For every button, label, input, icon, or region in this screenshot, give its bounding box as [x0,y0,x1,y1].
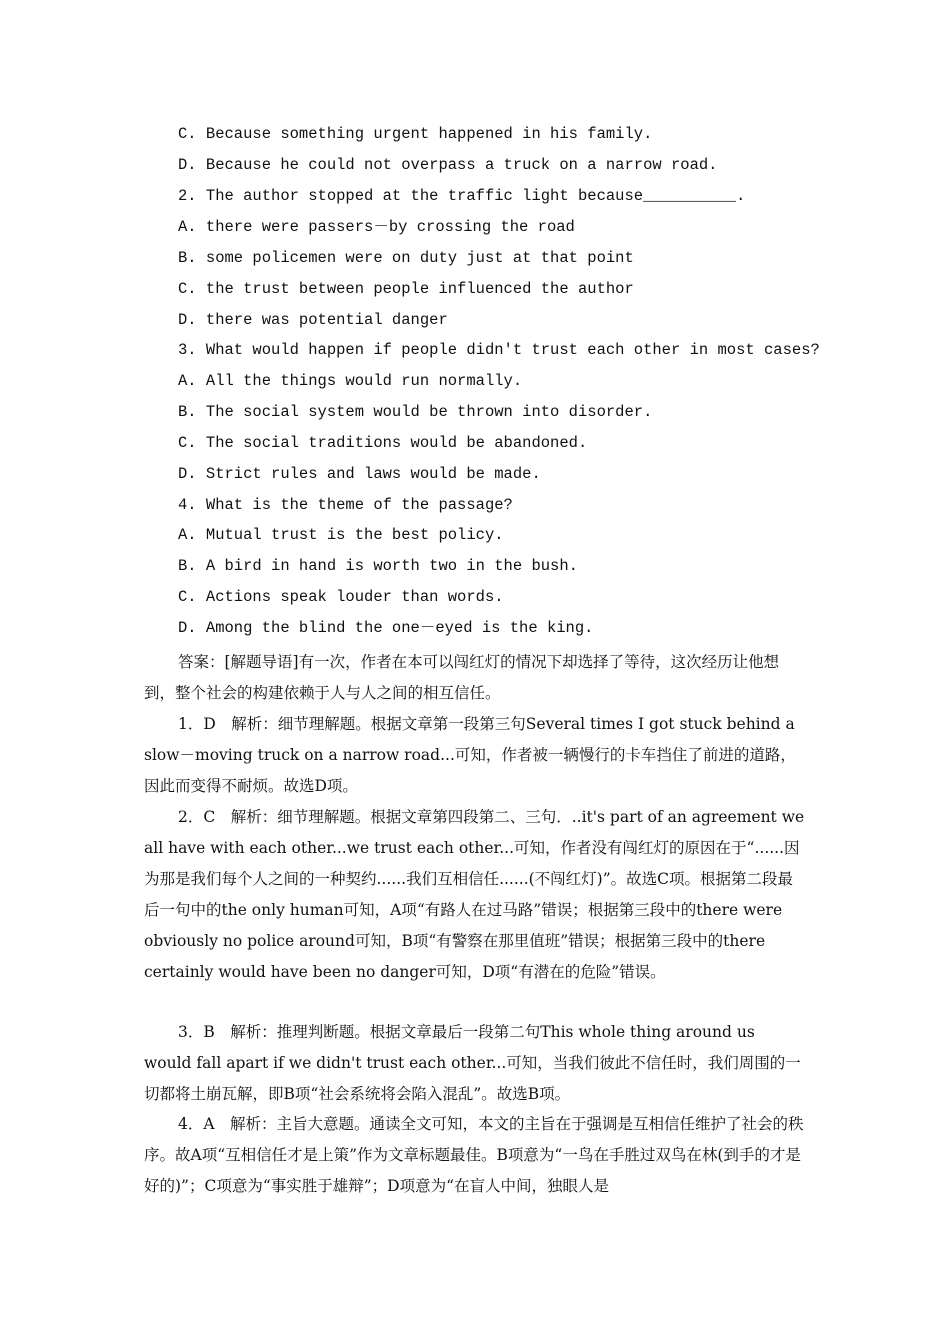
answer-1 [144,709,806,802]
question-3-stem: 3. What would happen if people didn't trust each other in most cases? [178,341,820,359]
question-4-stem: 4. What is the theme of the passage? [178,496,513,514]
question-3-option-a: A. All the things would run normally. [178,372,523,390]
question-2-option-d: D. there was potential danger [178,311,448,329]
answer-2-text: 2．C 解析：细节理解题。根据文章第四段第二、三句．..it's part of an agreement we all have with each other...we trust each other...可知，作者没有闯红灯的原因在于“......因为那是我们每个人之间的一种契约......我们互相信任......(不闯红灯)”。故选C项。根据第二段最后一句中的the only human可知，A项“有路人在过马路”错误；根据第三段中的there were obviously no police around可知，B项“有警察在那里值班”错误；根据第三段中的there certainly would have been no danger可知，D项“有潜在的危险”错误。 [144,808,805,981]
question-4-option-c: C. Actions speak louder than words. [178,588,504,606]
answer-4-text: 4．A 解析：主旨大意题。通读全文可知，本文的主旨在于强调是互相信任维护了社会的秩序。故A项“互相信任才是上策”作为文章标题最佳。B项意为“一鸟在手胜过双鸟在林(到手的才是好的)”；C项意为“事实胜于雄辩”；D项意为“在盲人中间，独眼人是 [144,1115,804,1195]
answer-2 [144,802,806,988]
question-2-option-c: C. the trust between people influenced the author [178,280,634,298]
question-1-option-d: D. Because he could not overpass a truck on a narrow road. [178,156,718,174]
answer-intro-text: 答案：[解题导语]有一次，作者在本可以闯红灯的情况下却选择了等待，这次经历让他想到，整个社会的构建依赖于人与人之间的相互信任。 [144,653,780,702]
answer-3-text: 3．B 解析：推理判断题。根据文章最后一段第二句This whole thing around us would fall apart if we didn't trust each other...可知，当我们彼此不信任时，我们周围的一切都将土崩瓦解，即B项“社会系统将会陷入混乱”。故选B项。 [144,1023,801,1103]
question-1-option-c: C. Because something urgent happened in his family. [178,125,653,143]
question-3-option-b: B. The social system would be thrown into disorder. [178,403,653,421]
question-3-option-d: D. Strict rules and laws would be made. [178,465,541,483]
question-2-stem: 2. The author stopped at the traffic light because__________. [178,187,746,205]
question-2-option-a: A. there were passers－by crossing the road [178,218,575,236]
answer-intro [144,647,806,709]
answer-3 [144,1017,806,1110]
question-4-option-b: B. A bird in hand is worth two in the bush. [178,557,578,575]
question-3-option-c: C. The social traditions would be abandoned. [178,434,588,452]
answer-4 [144,1109,806,1202]
question-4-option-d: D. Among the blind the one－eyed is the king. [178,619,594,637]
answer-1-text: 1．D 解析：细节理解题。根据文章第一段第三句Several times I got stuck behind a slow－moving truck on a narrow road...可知，作者被一辆慢行的卡车挡住了前进的道路，因此而变得不耐烦。故选D项。 [144,715,796,795]
question-4-option-a: A. Mutual trust is the best policy. [178,526,504,544]
question-2-option-b: B. some policemen were on duty just at that point [178,249,634,267]
